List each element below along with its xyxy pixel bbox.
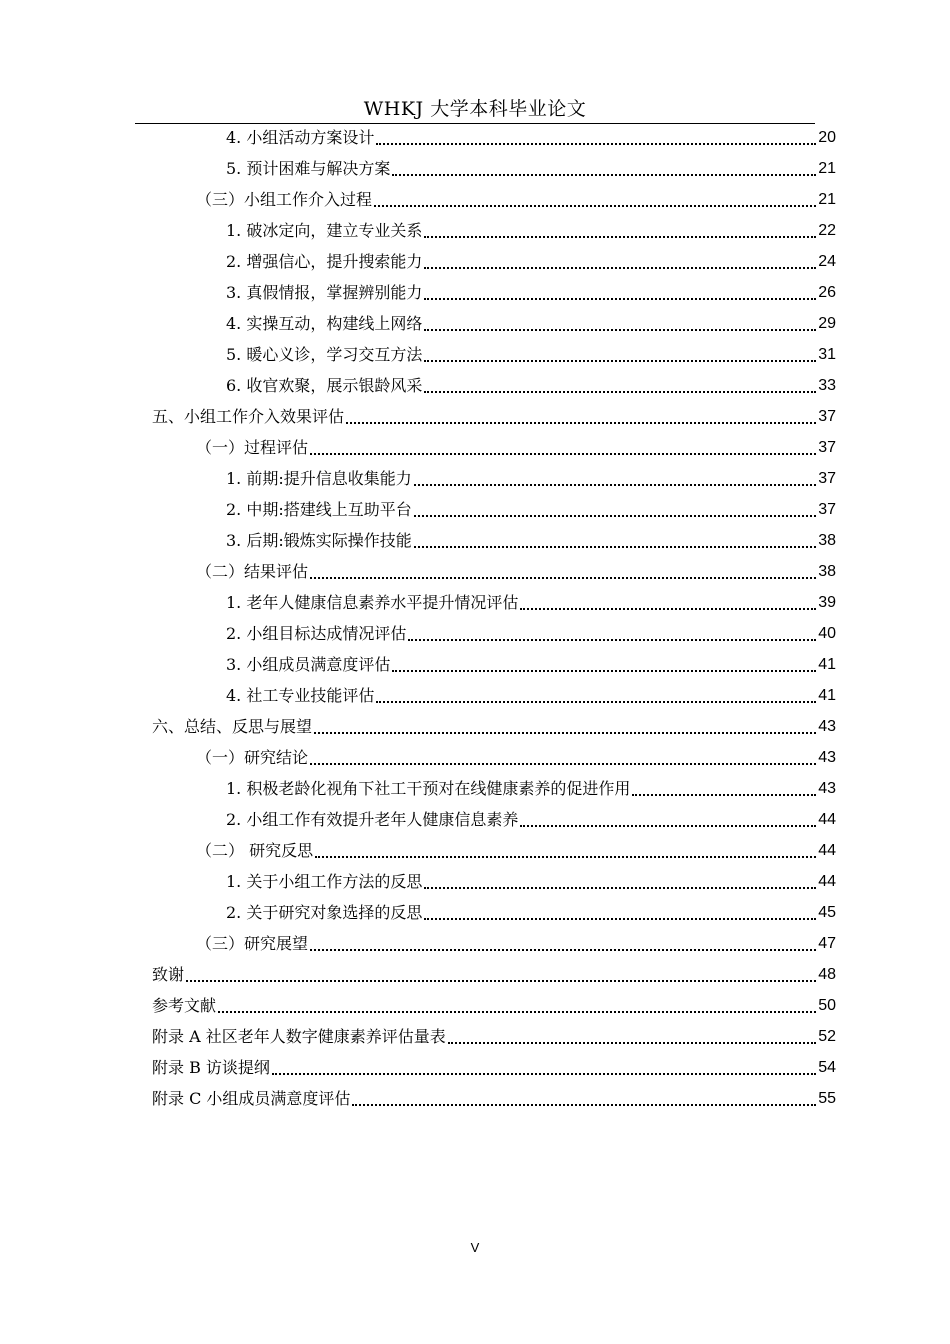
toc-entry-page: 20 (818, 129, 836, 146)
toc-entry-page: 21 (818, 191, 836, 208)
toc-entry-label: 3. 小组成员满意度评估 (226, 655, 391, 674)
toc-entry-label: 4. 实操互动，构建线上网络 (226, 314, 423, 333)
toc-dot-leader (408, 639, 816, 641)
toc-dot-leader (424, 236, 816, 238)
toc-entry-label: 致谢 (152, 965, 185, 984)
toc-entry[interactable] (226, 279, 836, 307)
toc-dot-leader (376, 701, 816, 703)
toc-entry-label: 1. 老年人健康信息素养水平提升情况评估 (226, 593, 519, 612)
toc-entry-label: 1. 前期:提升信息收集能力 (226, 469, 412, 488)
toc-dot-leader (424, 918, 816, 920)
toc-entry-page: 29 (818, 315, 836, 332)
toc-entry-page: 52 (818, 1028, 836, 1045)
toc-dot-leader (448, 1042, 816, 1044)
toc-entry-page: 24 (818, 253, 836, 270)
toc-entry-page: 37 (818, 470, 836, 487)
toc-dot-leader (424, 298, 816, 300)
toc-entry-page: 44 (818, 873, 836, 890)
toc-entry[interactable] (226, 465, 836, 493)
toc-entry[interactable] (152, 403, 836, 431)
toc-entry[interactable] (226, 868, 836, 896)
toc-entry-label: 2. 关于研究对象选择的反思 (226, 903, 423, 922)
toc-entry-page: 22 (818, 222, 836, 239)
toc-entry-label: 2. 小组目标达成情况评估 (226, 624, 407, 643)
toc-dot-leader (424, 360, 816, 362)
toc-entry[interactable] (152, 1023, 836, 1051)
toc-entry-page: 38 (818, 563, 836, 580)
toc-dot-leader (632, 794, 816, 796)
page-header-title: WHKJ 大学本科毕业论文 (363, 98, 587, 120)
toc-dot-leader (414, 546, 816, 548)
toc-dot-leader (424, 887, 816, 889)
toc-entry-label: 附录 C 小组成员满意度评估 (152, 1089, 351, 1108)
toc-entry-label: 五、小组工作介入效果评估 (152, 407, 345, 426)
toc-entry-page: 43 (818, 718, 836, 735)
toc-entry-page: 55 (818, 1090, 836, 1107)
toc-dot-leader (315, 856, 816, 858)
toc-entry-label: 5. 预计困难与解决方案 (226, 159, 391, 178)
toc-entry-page: 47 (818, 935, 836, 952)
toc-entry[interactable] (226, 589, 836, 617)
toc-entry-label: 2. 中期:搭建线上互助平台 (226, 500, 412, 519)
toc-entry[interactable] (226, 248, 836, 276)
toc-entry[interactable] (226, 341, 836, 369)
toc-dot-leader (520, 825, 816, 827)
toc-entry[interactable] (196, 434, 836, 462)
toc-entry-label: （三）研究展望 (196, 934, 309, 953)
toc-entry-label: 附录 B 访谈提纲 (152, 1058, 270, 1077)
toc-entry-label: 4. 社工专业技能评估 (226, 686, 375, 705)
toc-entry[interactable] (152, 992, 836, 1020)
toc-entry[interactable] (226, 155, 836, 183)
toc-entry-label: 2. 小组工作有效提升老年人健康信息素养 (226, 810, 519, 829)
toc-dot-leader (374, 205, 816, 207)
toc-entry-label: （二） 研究反思 (196, 841, 314, 860)
toc-dot-leader (310, 763, 816, 765)
toc-dot-leader (314, 732, 816, 734)
toc-entry-label: （二）结果评估 (196, 562, 309, 581)
toc-dot-leader (272, 1073, 816, 1075)
toc-dot-leader (186, 980, 816, 982)
toc-entry-label: 4. 小组活动方案设计 (226, 128, 375, 147)
toc-entry-page: 38 (818, 532, 836, 549)
toc-entry-label: 六、总结、反思与展望 (152, 717, 313, 736)
toc-entry-label: 6. 收官欢聚，展示银龄风采 (226, 376, 423, 395)
toc-entry-page: 40 (818, 625, 836, 642)
toc-dot-leader (392, 174, 816, 176)
toc-entry[interactable] (226, 899, 836, 927)
toc-dot-leader (310, 949, 816, 951)
toc-entry-page: 43 (818, 780, 836, 797)
toc-entry[interactable] (226, 372, 836, 400)
toc-entry-label: 3. 后期:锻炼实际操作技能 (226, 531, 412, 550)
toc-entry-label: 5. 暖心义诊，学习交互方法 (226, 345, 423, 364)
toc-entry-page: 39 (818, 594, 836, 611)
toc-entry-label: 3. 真假情报，掌握辨别能力 (226, 283, 423, 302)
toc-entry-page: 26 (818, 284, 836, 301)
toc-dot-leader (424, 329, 816, 331)
toc-entry[interactable] (152, 1085, 836, 1113)
toc-entry[interactable] (196, 744, 836, 772)
toc-entry-label: 1. 积极老龄化视角下社工干预对在线健康素养的促进作用 (226, 779, 631, 798)
toc-entry[interactable] (196, 930, 836, 958)
toc-entry-label: 附录 A 社区老年人数字健康素养评估量表 (152, 1027, 446, 1046)
toc-entry-page: 44 (818, 842, 836, 859)
toc-entry-page: 48 (818, 966, 836, 983)
toc-entry[interactable] (226, 806, 836, 834)
toc-dot-leader (424, 391, 816, 393)
toc-entry[interactable] (152, 713, 836, 741)
toc-dot-leader (520, 608, 816, 610)
toc-entry[interactable] (226, 682, 836, 710)
toc-entry-page: 33 (818, 377, 836, 394)
toc-entry-label: 1. 破冰定向，建立专业关系 (226, 221, 423, 240)
toc-entry[interactable] (152, 961, 836, 989)
toc-entry-label: （一）过程评估 (196, 438, 309, 457)
toc-entry[interactable] (152, 1054, 836, 1082)
toc-entry-page: 41 (818, 687, 836, 704)
toc-entry-page: 41 (818, 656, 836, 673)
toc-dot-leader (352, 1104, 816, 1106)
toc-entry[interactable] (226, 310, 836, 338)
toc-entry[interactable] (226, 496, 836, 524)
toc-dot-leader (376, 143, 816, 145)
toc-entry-page: 37 (818, 408, 836, 425)
toc-entry-page: 45 (818, 904, 836, 921)
toc-entry[interactable] (226, 124, 836, 152)
toc-entry-page: 37 (818, 439, 836, 456)
toc-entry-label: 2. 增强信心，提升搜索能力 (226, 252, 423, 271)
toc-dot-leader (414, 515, 816, 517)
toc-entry[interactable] (196, 837, 836, 865)
toc-entry-page: 44 (818, 811, 836, 828)
toc-entry-page: 31 (818, 346, 836, 363)
toc-entry-label: （三）小组工作介入过程 (196, 190, 373, 209)
toc-entry-label: 1. 关于小组工作方法的反思 (226, 872, 423, 891)
toc-entry[interactable] (226, 651, 836, 679)
toc-entry[interactable] (226, 527, 836, 555)
toc-dot-leader (310, 577, 816, 579)
toc-entry[interactable] (196, 186, 836, 214)
toc-entry-label: 参考文献 (152, 996, 217, 1015)
toc-entry-label: （一）研究结论 (196, 748, 309, 767)
toc-entry-page: 43 (818, 749, 836, 766)
toc-entry[interactable] (196, 558, 836, 586)
toc-dot-leader (392, 670, 816, 672)
toc-entry[interactable] (226, 620, 836, 648)
toc-dot-leader (310, 453, 816, 455)
page-number: V (470, 1240, 480, 1255)
toc-entry-page: 21 (818, 160, 836, 177)
toc-dot-leader (424, 267, 816, 269)
toc-dot-leader (346, 422, 816, 424)
toc-entry-page: 50 (818, 997, 836, 1014)
toc-entry-page: 37 (818, 501, 836, 518)
toc-entry-page: 54 (818, 1059, 836, 1076)
toc-entry[interactable] (226, 217, 836, 245)
toc-dot-leader (218, 1011, 816, 1013)
toc-dot-leader (414, 484, 816, 486)
toc-entry[interactable] (226, 775, 836, 803)
